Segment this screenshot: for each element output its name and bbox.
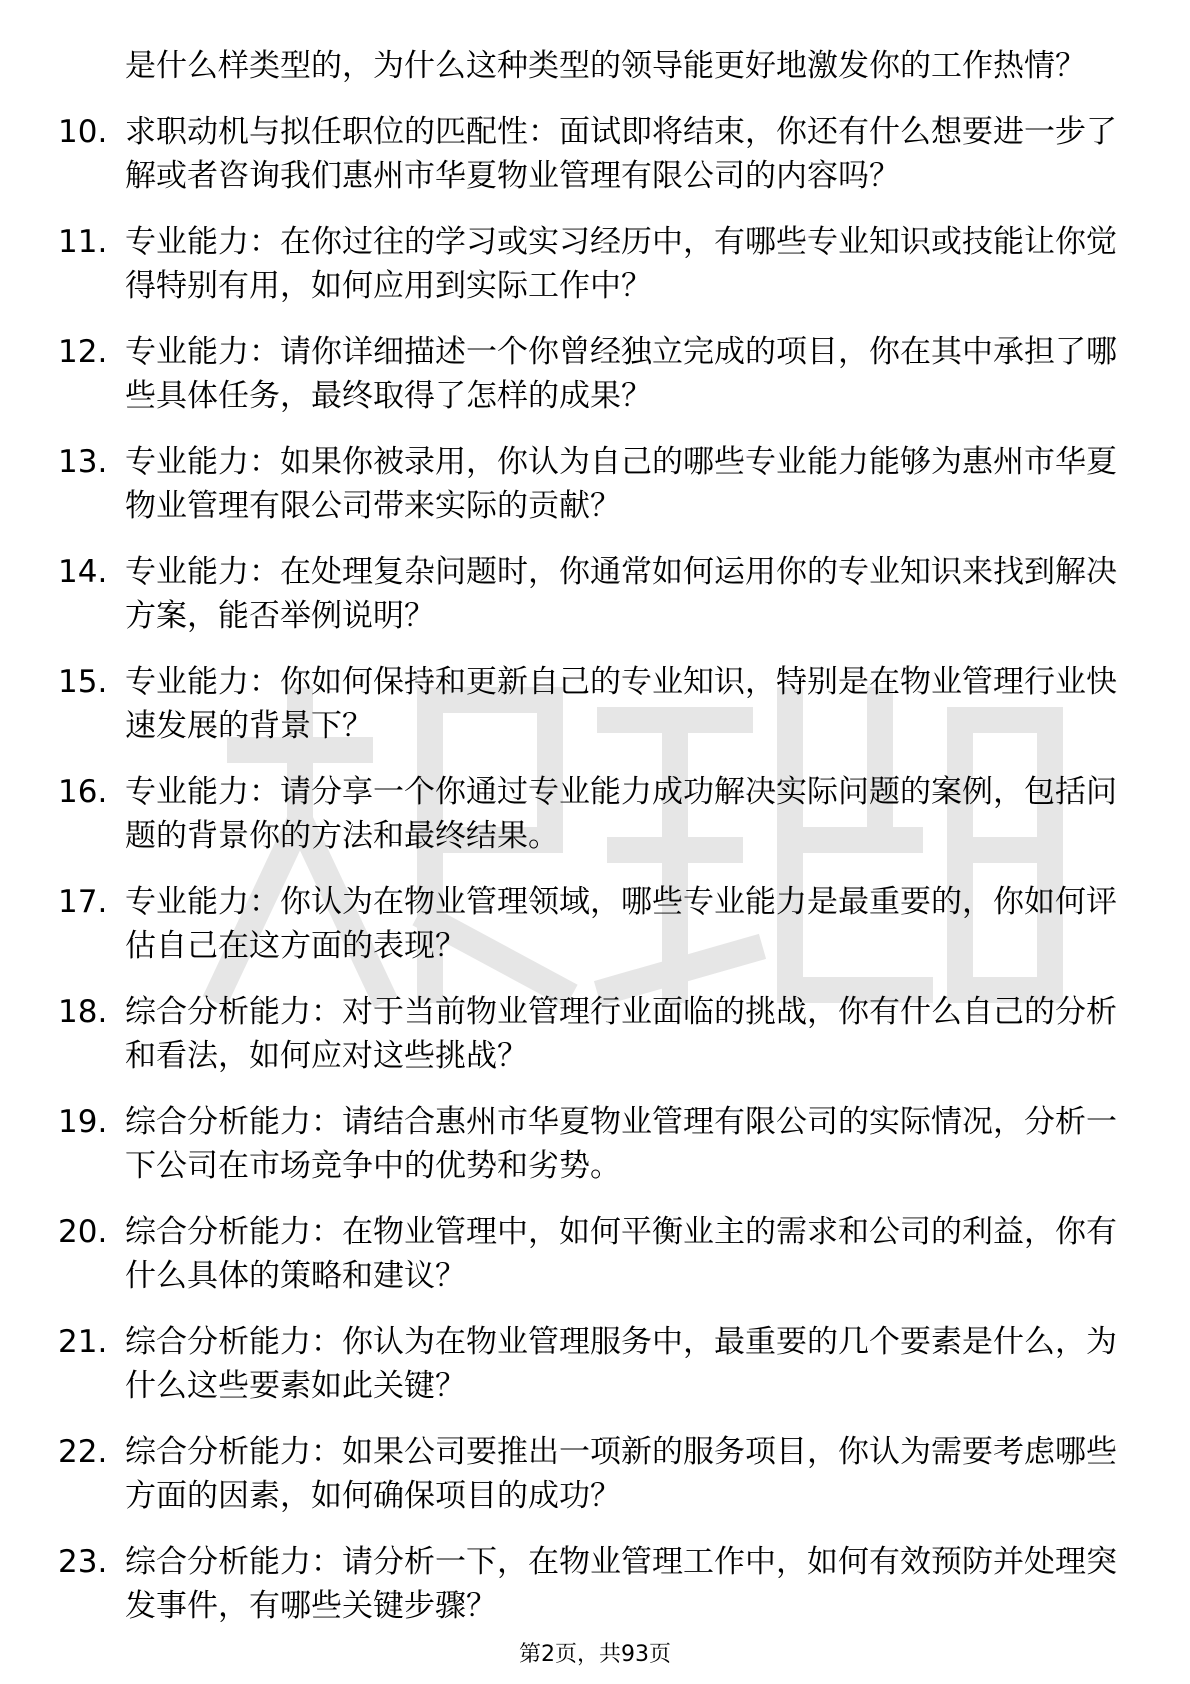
question-number: 22. — [58, 1434, 108, 1470]
question-number: 19. — [58, 1104, 108, 1140]
question-item — [58, 220, 1118, 308]
question-item — [58, 1100, 1118, 1188]
question-number: 21. — [58, 1324, 108, 1360]
question-text: 专业能力：请你详细描述一个你曾经独立完成的项目，你在其中承担了哪些具体任务，最终取得了怎样的成果？ — [125, 334, 1117, 414]
question-item — [58, 110, 1118, 198]
continued-question-text: 是什么样类型的，为什么这种类型的领导能更好地激发你的工作热情？ — [125, 48, 1086, 84]
question-item — [58, 1540, 1118, 1628]
question-item — [58, 440, 1118, 528]
question-number: 15. — [58, 664, 108, 700]
question-text: 综合分析能力：如果公司要推出一项新的服务项目，你认为需要考虑哪些方面的因素，如何确保项目的成功？ — [125, 1434, 1117, 1514]
question-number: 17. — [58, 884, 108, 920]
question-number: 13. — [58, 444, 108, 480]
question-item — [58, 1430, 1118, 1518]
question-number: 11. — [58, 224, 108, 260]
question-text: 求职动机与拟任职位的匹配性：面试即将结束，你还有什么想要进一步了解或者咨询我们惠州市华夏物业管理有限公司的内容吗？ — [125, 114, 1117, 194]
question-text: 专业能力：你认为在物业管理领域，哪些专业能力是最重要的，你如何评估自己在这方面的表现？ — [125, 884, 1117, 964]
question-text: 综合分析能力：在物业管理中，如何平衡业主的需求和公司的利益，你有什么具体的策略和建议？ — [125, 1214, 1117, 1294]
question-item — [58, 770, 1118, 858]
question-list — [58, 110, 1118, 1628]
question-text: 综合分析能力：请分析一下，在物业管理工作中，如何有效预防并处理突发事件，有哪些关键步骤？ — [125, 1544, 1117, 1624]
question-number: 18. — [58, 994, 108, 1030]
question-text: 专业能力：在你过往的学习或实习经历中，有哪些专业知识或技能让你觉得特别有用，如何应用到实际工作中？ — [125, 224, 1117, 304]
question-item — [58, 330, 1118, 418]
question-number: 10. — [58, 114, 108, 150]
question-text: 专业能力：你如何保持和更新自己的专业知识，特别是在物业管理行业快速发展的背景下？ — [125, 664, 1117, 744]
question-item — [58, 990, 1118, 1078]
question-text: 综合分析能力：你认为在物业管理服务中，最重要的几个要素是什么，为什么这些要素如此关键？ — [125, 1324, 1117, 1404]
question-text: 专业能力：在处理复杂问题时，你通常如何运用你的专业知识来找到解决方案，能否举例说明？ — [125, 554, 1117, 634]
page-number-footer: 第2页，共93页 — [519, 1642, 671, 1667]
question-item — [58, 1210, 1118, 1298]
question-text: 综合分析能力：对于当前物业管理行业面临的挑战，你有什么自己的分析和看法，如何应对这些挑战？ — [125, 994, 1117, 1074]
question-number: 20. — [58, 1214, 108, 1250]
question-number: 12. — [58, 334, 108, 370]
question-item — [58, 1320, 1118, 1408]
question-text: 专业能力：请分享一个你通过专业能力成功解决实际问题的案例，包括问题的背景你的方法和最终结果。 — [125, 774, 1117, 854]
question-number: 16. — [58, 774, 108, 810]
question-item — [58, 880, 1118, 968]
question-text: 专业能力：如果你被录用，你认为自己的哪些专业能力能够为惠州市华夏物业管理有限公司带来实际的贡献？ — [125, 444, 1117, 524]
question-item — [58, 660, 1118, 748]
question-text: 综合分析能力：请结合惠州市华夏物业管理有限公司的实际情况，分析一下公司在市场竞争中的优势和劣势。 — [125, 1104, 1117, 1184]
question-number: 23. — [58, 1544, 108, 1580]
question-item — [58, 550, 1118, 638]
question-content — [58, 44, 1118, 1650]
question-number: 14. — [58, 554, 108, 590]
